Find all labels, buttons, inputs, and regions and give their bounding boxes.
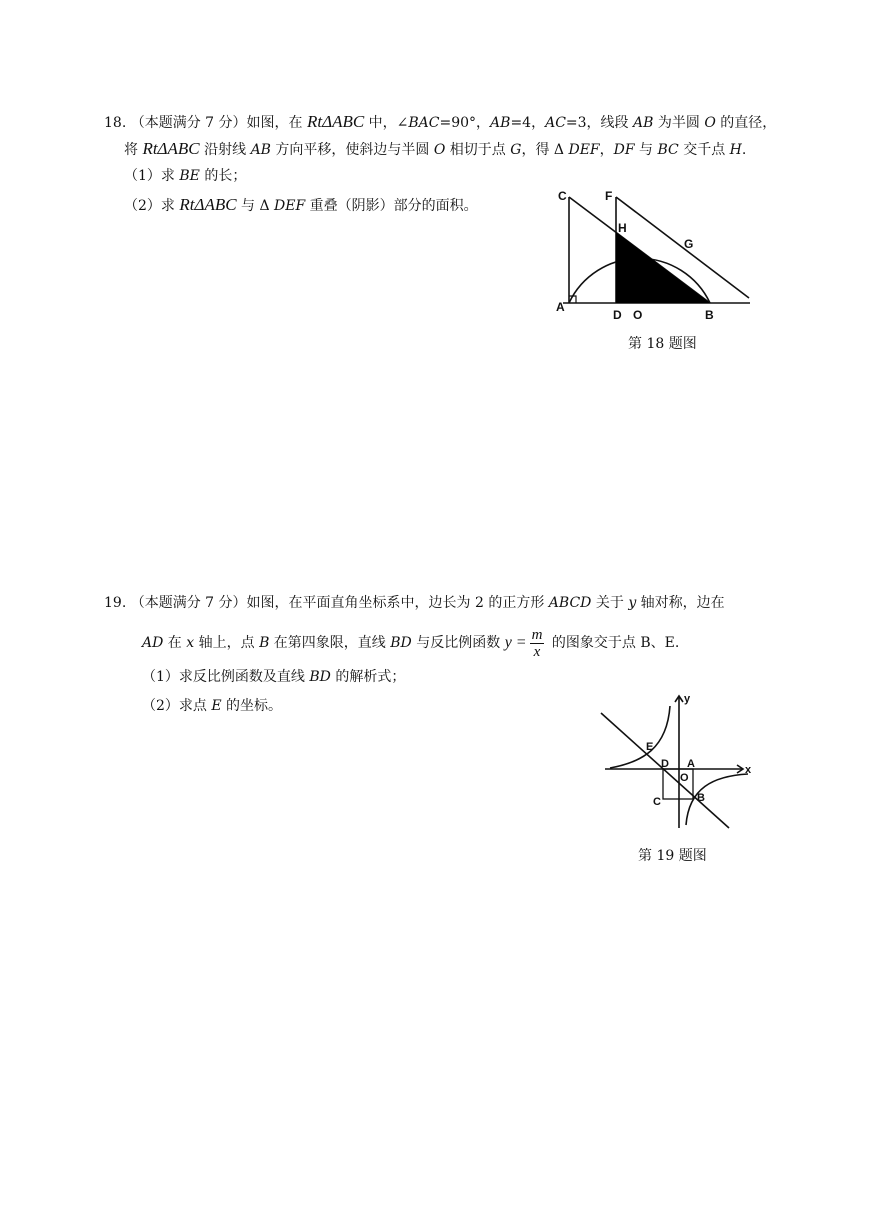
q19-line1: 19. （本题满分 7 分）如图，在平面直角坐标系中，边长为 2 的正方形 ABCD 关于 y 轴对称，边在 (104, 595, 725, 611)
q18-sub2: （2）求 RtΔABC 与 Δ DEF 重叠（阴影）部分的面积。 (124, 195, 478, 214)
q18-caption: 第 18 题图 (628, 336, 697, 352)
label-g: G (684, 237, 694, 251)
label-y: y (684, 693, 691, 705)
label-b: B (705, 308, 714, 322)
label-d: D (613, 308, 622, 322)
q19-sub1: （1）求反比例函数及直线 BD 的解析式； (142, 669, 406, 685)
q18-sub1: （1）求 BE 的长； (124, 168, 247, 184)
q19-sub2: （2）求点 E 的坐标。 (142, 698, 283, 714)
q18-figure (553, 183, 756, 325)
label-o: O (680, 772, 689, 784)
label-h: H (618, 221, 627, 235)
label-e: E (646, 741, 654, 753)
q18-number: 18. (104, 115, 127, 131)
q19-figure (583, 688, 758, 833)
fraction-m-over-x: $\frac{m}{x}$ (531, 626, 543, 660)
label-o: O (633, 308, 643, 322)
q19-number: 19. (104, 595, 127, 611)
label-b: B (697, 792, 705, 804)
q19-caption: 第 19 题图 (638, 848, 707, 864)
label-f: F (605, 189, 613, 203)
label-c: C (653, 796, 661, 808)
label-a: A (687, 758, 695, 770)
q18-line1: 18. （本题满分 7 分）如图，在 RtΔABC 中，∠BAC=90°，AB=4，AC=3，线段 AB 为半圆 O 的直径， (104, 112, 777, 131)
q18-line2: 将 RtΔABC 沿射线 AB 方向平移，使斜边与半圆 O 相切于点 G，得 Δ DEF，DF 与 BC 交千点 H. (124, 139, 747, 158)
label-x: x (745, 764, 752, 776)
q19-line2: AD 在 x 轴上，点 B 在第四象限，直线 BD 与反比例函数 y = $\frac{m}{x}$ 的图象交于点 B、E. (142, 626, 680, 660)
label-d: D (661, 758, 669, 770)
label-a: A (556, 300, 565, 314)
label-c: C (558, 189, 567, 203)
